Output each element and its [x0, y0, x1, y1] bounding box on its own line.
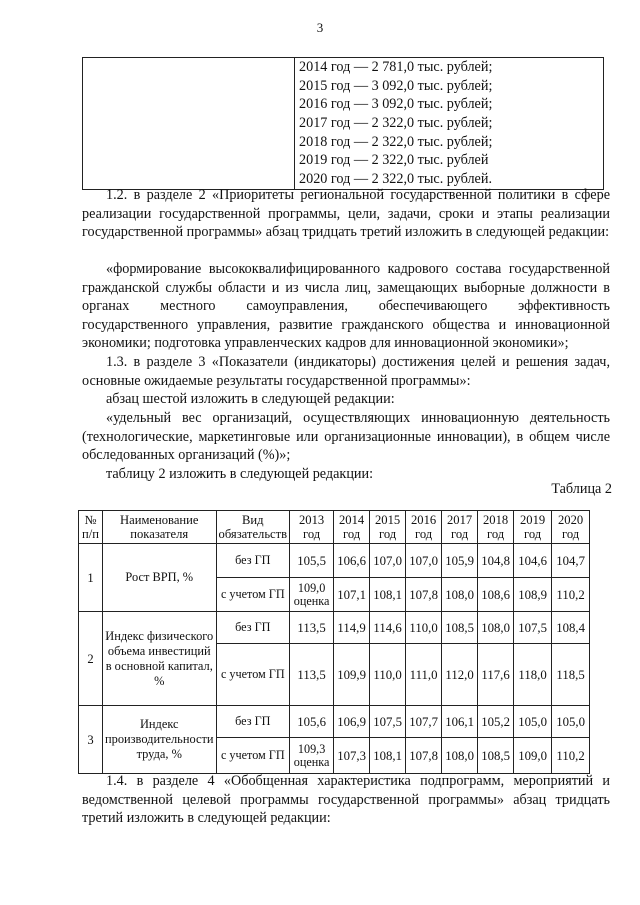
funding-line: 2017 год — 2 322,0 тыс. рублей;	[299, 115, 493, 132]
header-num: № п/п	[79, 511, 103, 544]
value-cell: 107,5	[514, 612, 552, 644]
row-kind: с учетом ГП	[216, 644, 290, 706]
value-cell: 109,0 оценка	[290, 578, 334, 612]
header-name: Наименование показателя	[103, 511, 217, 544]
header-year: 2013 год	[290, 511, 334, 544]
paragraph-quote-formation: «формирование высококвалифицированного кадрового состава государственной гражданской службы области и из числа лиц, замещающих выборные должности в органах местного самоуправления, обеспечивающего эффективность государственного управления, развитие гражданского общества и инновационной экономики; подготовка управленческих кадров для инновационной экономики»;	[82, 261, 610, 352]
paragraph-1-2: 1.2. в разделе 2 «Приоритеты региональной государственной политики в сфере реализации государственной программы, цели, задачи, сроки и этапы реализации государственной программы» абзац тридцать третий изложить в следующей редакции:	[82, 187, 610, 241]
funding-line: 2018 год — 2 322,0 тыс. рублей;	[299, 133, 493, 150]
value-cell: 107,0	[370, 544, 406, 578]
header-year: 2018 год	[478, 511, 514, 544]
paragraph-1-4: 1.4. в разделе 4 «Обобщенная характеристика подпрограмм, мероприятий и ведомственной целевой программы государственной программы» абзац тридцать третий изложить в следующей редакции:	[82, 773, 610, 827]
funding-table-empty-cell	[83, 58, 295, 190]
row-num: 3	[79, 706, 103, 774]
table-header-row	[79, 511, 590, 544]
header-year: 2017 год	[442, 511, 478, 544]
value-cell: 105,2	[478, 706, 514, 738]
paragraph-table-2: таблицу 2 изложить в следующей редакции:	[106, 466, 374, 482]
table-row	[79, 544, 590, 578]
header-year: 2015 год	[370, 511, 406, 544]
paragraph-quote-share: «удельный вес организаций, осуществляющих инновационную деятельность (технологические, маркетинговые или организационные инновации), в общем числе обследованных организаций (%)»;	[82, 410, 610, 464]
value-cell: 118,0	[514, 644, 552, 706]
indicators-table	[78, 510, 590, 774]
table-caption: Таблица 2	[551, 481, 612, 497]
value-cell: 114,9	[334, 612, 370, 644]
value-cell: 110,2	[552, 578, 590, 612]
value-cell: 108,6	[478, 578, 514, 612]
header-kind: Вид обязательств	[216, 511, 290, 544]
value-cell: 106,6	[334, 544, 370, 578]
paragraph-abzac-6: абзац шестой изложить в следующей редакции:	[106, 391, 395, 407]
value-cell: 105,9	[442, 544, 478, 578]
value-cell: 109,0	[514, 738, 552, 774]
value-cell: 105,5	[290, 544, 334, 578]
table-row	[79, 612, 590, 644]
value-cell: 105,6	[290, 706, 334, 738]
value-cell: 107,8	[406, 738, 442, 774]
value-cell: 107,1	[334, 578, 370, 612]
value-cell: 110,0	[406, 612, 442, 644]
value-cell: 105,0	[552, 706, 590, 738]
paragraph-1-3: 1.3. в разделе 3 «Показатели (индикаторы) достижения целей и решения задач, основные ожидаемые результаты государственной программы»:	[82, 354, 610, 389]
value-cell: 107,7	[406, 706, 442, 738]
value-cell: 117,6	[478, 644, 514, 706]
funding-years-cell	[295, 58, 604, 190]
value-cell: 104,6	[514, 544, 552, 578]
row-kind: с учетом ГП	[216, 578, 290, 612]
funding-line: 2015 год — 3 092,0 тыс. рублей;	[299, 77, 493, 94]
value-cell: 113,5	[290, 612, 334, 644]
value-cell: 112,0	[442, 644, 478, 706]
value-cell: 113,5	[290, 644, 334, 706]
header-year: 2019 год	[514, 511, 552, 544]
value-cell: 107,3	[334, 738, 370, 774]
row-num: 2	[79, 612, 103, 706]
value-cell: 110,0	[370, 644, 406, 706]
funding-line: 2016 год — 3 092,0 тыс. рублей;	[299, 96, 493, 113]
value-cell: 108,5	[478, 738, 514, 774]
row-indicator-name: Индекс физического объема инвестиций в основной капитал, %	[103, 612, 217, 706]
funding-table	[82, 57, 604, 190]
value-cell: 106,1	[442, 706, 478, 738]
value-cell: 111,0	[406, 644, 442, 706]
value-cell: 110,2	[552, 738, 590, 774]
row-num: 1	[79, 544, 103, 612]
value-cell: 108,0	[442, 578, 478, 612]
row-kind: с учетом ГП	[216, 738, 290, 774]
value-cell: 108,5	[442, 612, 478, 644]
funding-line: 2014 год — 2 781,0 тыс. рублей;	[299, 59, 493, 75]
value-cell: 109,3 оценка	[290, 738, 334, 774]
header-year: 2020 год	[552, 511, 590, 544]
row-indicator-name: Индекс производительности труда, %	[103, 706, 217, 774]
value-cell: 104,8	[478, 544, 514, 578]
funding-line: 2019 год — 2 322,0 тыс. рублей	[299, 152, 489, 169]
value-cell: 108,0	[478, 612, 514, 644]
row-indicator-name: Рост ВРП, %	[103, 544, 217, 612]
value-cell: 114,6	[370, 612, 406, 644]
value-cell: 108,0	[442, 738, 478, 774]
value-cell: 107,0	[406, 544, 442, 578]
funding-line: 2020 год — 2 322,0 тыс. рублей.	[299, 171, 492, 188]
table-row	[79, 706, 590, 738]
value-cell: 107,8	[406, 578, 442, 612]
value-cell: 108,1	[370, 738, 406, 774]
row-kind: без ГП	[216, 706, 290, 738]
value-cell: 104,7	[552, 544, 590, 578]
row-kind: без ГП	[216, 544, 290, 578]
value-cell: 107,5	[370, 706, 406, 738]
value-cell: 106,9	[334, 706, 370, 738]
value-cell: 105,0	[514, 706, 552, 738]
value-cell: 108,9	[514, 578, 552, 612]
value-cell: 108,1	[370, 578, 406, 612]
row-kind: без ГП	[216, 612, 290, 644]
value-cell: 109,9	[334, 644, 370, 706]
value-cell: 118,5	[552, 644, 590, 706]
page-number: 3	[316, 20, 324, 35]
header-year: 2014 год	[334, 511, 370, 544]
value-cell: 108,4	[552, 612, 590, 644]
header-year: 2016 год	[406, 511, 442, 544]
